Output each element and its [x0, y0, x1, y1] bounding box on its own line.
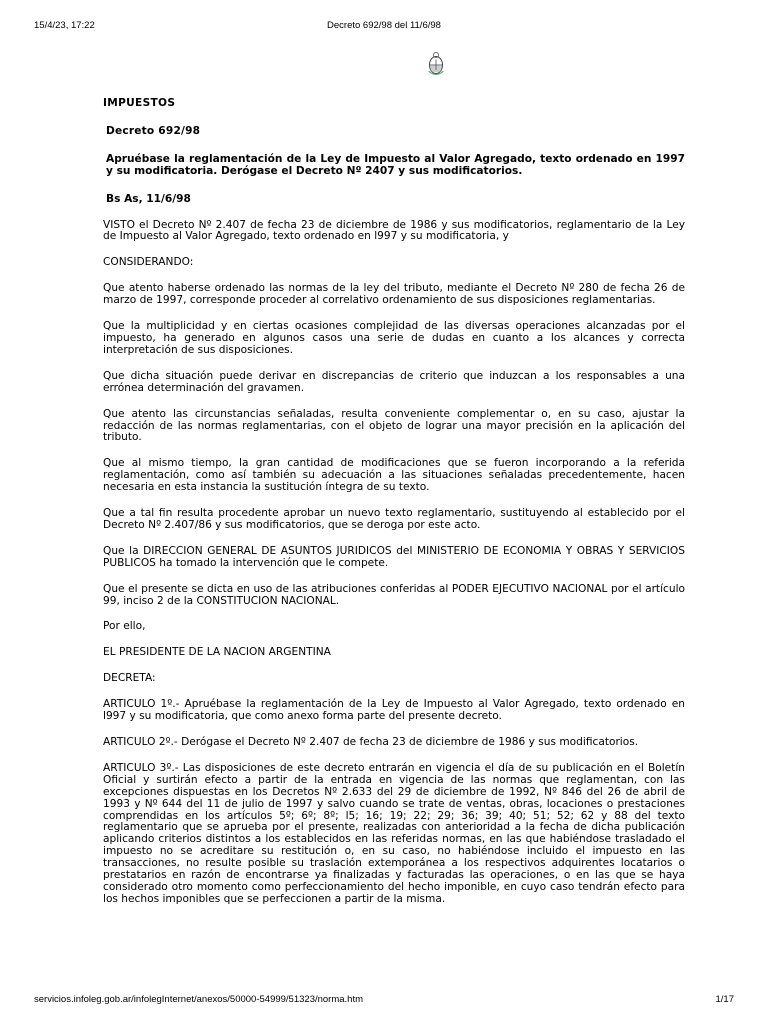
paragraph: Que al mismo tiempo, la gran cantidad de modificaciones que se fueron incorporando a la referida reglamentación, como así también su adecuación a las situaciones señaladas precedentemente, hacen necesaria en esta instancia la sustitución íntegra de su texto.	[103, 457, 685, 494]
paragraph: CONSIDERANDO:	[103, 256, 194, 269]
decree-summary: Apruébase la reglamentación de la Ley de Impuesto al Valor Agregado, texto ordenado en 1997 y su modificatoria. Derógase el Decreto Nº 2407 y sus modificatorios.	[106, 152, 685, 177]
argentina-coat-of-arms-icon	[426, 50, 446, 78]
source-url: servicios.infoleg.gob.ar/infolegInternet/anexos/50000-54999/51323/norma.htm	[34, 994, 364, 1005]
paragraph: EL PRESIDENTE DE LA NACION ARGENTINA	[103, 646, 331, 659]
paragraph: ARTICULO 2º.- Derógase el Decreto Nº 2.407 de fecha 23 de diciembre de 1986 y sus modificatorios.	[103, 736, 639, 748]
page-number: 1/17	[715, 994, 734, 1005]
paragraph: ARTICULO 1º.- Apruébase la reglamentación de la Ley de Impuesto al Valor Agregado, texto ordenado en l997 y su modificatoria, que como anexo forma parte del presente decreto.	[103, 698, 685, 723]
paragraph: DECRETA:	[103, 672, 156, 685]
paragraph: ARTICULO 3º.- Las disposiciones de este decreto entrarán en vigencia el día de su publicación en el Boletín Oficial y surtirán efecto a partir de la entrada en vigencia de las normas que reglamentan, con las excepciones dispuestas en los Decretos Nº 2.633 del 29 de diciembre de 1992, Nº 846 del 26 de abril de 1993 y Nº 644 del 11 de julio de 1997 y salvo cuando se trate de ventas, obras, locaciones o prestaciones comprendidas en los artículos 5º; 6º; 8º; l5; 16; 19; 22; 29; 36; 39; 40; 51; 52; 62 y 88 del texto reglamentario que se aprueba por el presente, realizadas con anterioridad a la fecha de dicha publicación aplicando criterios distintos a los establecidos en las referidas normas, en las que habiéndose trasladado el impuesto no se acreditare su restitución o, en su caso, no habiéndose incluido el impuesto en las transacciones, no resulte posible su traslación extemporánea a los respectivos adquirentes locatarios o prestatarios en razón de encontrarse ya finalizadas y facturadas las operaciones, o en las que se haya considerado otro momento como perfeccionamiento del hecho imponible, en cuyo caso tendrán efecto para los hechos imponibles que se perfeccionen a partir de la misma.	[103, 761, 685, 905]
paragraph: VISTO el Decreto Nº 2.407 de fecha 23 de diciembre de 1986 y sus modificatorios, reglamentario de la Ley de Impuesto al Valor Agregado, texto ordenado en l997 y su modificatoria, y	[103, 218, 685, 243]
place-date: Bs As, 11/6/98	[106, 192, 191, 205]
decree-number: Decreto 692/98	[106, 124, 201, 137]
paragraph: Que la multiplicidad y en ciertas ocasiones complejidad de las diversas operaciones alcanzadas por el impuesto, ha generado en algunos casos una serie de dudas en cuanto a los alcances y correcta interpretación de sus disposiciones.	[103, 320, 685, 356]
paragraph: Que dicha situación puede derivar en discrepancias de criterio que induzcan a los responsables a una errónea determinación del gravamen.	[103, 369, 685, 394]
paragraph: Que la DIRECCION GENERAL DE ASUNTOS JURIDICOS del MINISTERIO DE ECONOMIA Y OBRAS Y SERVICIOS PUBLICOS ha tomado la intervención que le compete.	[103, 544, 685, 569]
decree-document	[103, 98, 685, 920]
paragraph: Que el presente se dicta en uso de las atribuciones conferidas al PODER EJECUTIVO NACIONAL por el artículo 99, inciso 2 de la CONSTITUCION NACIONAL.	[103, 582, 685, 607]
decree-body	[103, 220, 685, 906]
paragraph: Que atento las circunstancias señaladas, resulta conveniente complementar o, en su caso, ajustar la redacción de las normas reglamentarias, con el objeto de lograr una mayor precisión en la aplicación del tributo.	[103, 407, 685, 444]
paragraph: Por ello,	[103, 620, 146, 633]
paragraph: Que atento haberse ordenado las normas de la ley del tributo, mediante el Decreto Nº 280 de fecha 26 de marzo de 1997, corresponde proceder al correlativo ordenamiento de sus disposiciones reglamentarias.	[103, 282, 685, 307]
print-title: Decreto 692/98 del 11/6/98	[327, 20, 441, 31]
paragraph: Que a tal fin resulta procedente aprobar un nuevo texto reglamentario, sustituyendo al establecido por el Decreto Nº 2.407/86 y sus modificatorios, que se deroga por este acto.	[103, 507, 685, 531]
section-heading: IMPUESTOS	[103, 97, 176, 109]
print-datetime: 15/4/23, 17:22	[34, 20, 95, 31]
